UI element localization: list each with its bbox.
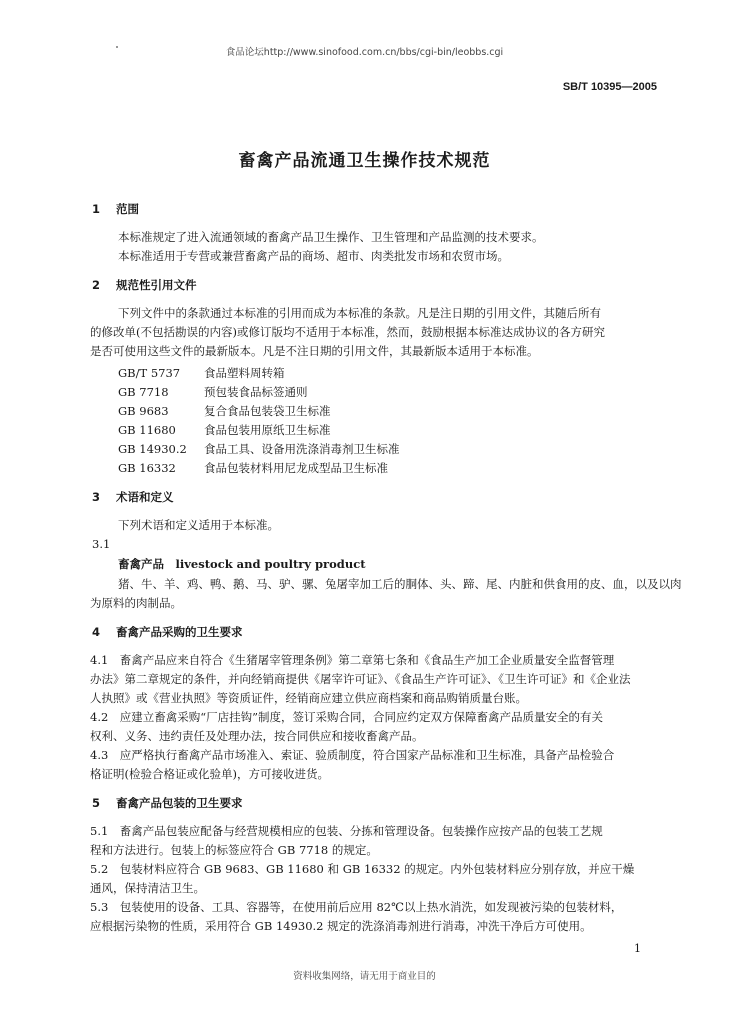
- section-4-line: 权利、义务、违约责任及处理办法，按合同供应和接收畜禽产品。: [90, 729, 424, 743]
- section-4-line: 4.3 应严格执行畜禽产品市场准入、索证、验质制度，符合国家产品标准和卫生标准，具备产品检验合: [90, 748, 615, 762]
- section-4-line: 4.1 畜禽产品应来自符合《生猪屠宰管理条例》第二章第七条和《食品生产加工企业质量安全监督管理: [90, 653, 615, 667]
- section-4-line: 格证明(检验合格证或化验单)，方可接收进货。: [90, 767, 329, 781]
- section-1-line: 本标准规定了进入流通领域的畜禽产品卫生操作、卫生管理和产品监测的技术要求。: [118, 230, 544, 244]
- section-4-heading: 4 畜禽产品采购的卫生要求: [92, 625, 243, 639]
- section-5-line: 应根据污染物的性质，采用符合 GB 14930.2 规定的洗涤消毒剂进行消毒，冲洗干净后方可使用。: [90, 919, 592, 933]
- section-2-heading: 2 规范性引用文件: [92, 278, 197, 292]
- reference-item: GB 11680 食品包装用原纸卫生标准: [118, 423, 331, 437]
- section-2-line: 的修改单(不包括勘误的内容)或修订版均不适用于本标准，然而，鼓励根据本标准达成协议的各方研究: [90, 325, 605, 339]
- reference-item: GB/T 5737 食品塑料周转箱: [118, 366, 285, 380]
- section-1-line: 本标准适用于专营或兼营畜禽产品的商场、超市、肉类批发市场和农贸市场。: [118, 249, 509, 263]
- section-1-heading: 1 范围: [92, 202, 139, 216]
- source-header: 食品论坛http://www.sinofood.com.cn/bbs/cgi-bin/leobbs.cgi: [225, 47, 504, 58]
- footer-note: 资料收集网络，请无用于商业目的: [293, 971, 436, 982]
- section-5-heading: 5 畜禽产品包装的卫生要求: [92, 796, 243, 810]
- section-5-line: 通风，保持清洁卫生。: [90, 881, 205, 895]
- section-5-line: 5.2 包装材料应符合 GB 9683、GB 11680 和 GB 16332 的规定。内外包装材料应分别存放，并应干燥: [90, 862, 635, 876]
- term-definition-line: 猪、牛、羊、鸡、鸭、鹅、马、驴、骡、兔屠宰加工后的胴体、头、蹄、尾、内脏和供食用的皮、血，以及以肉: [118, 577, 682, 591]
- section-5-line: 程和方法进行。包装上的标签应符合 GB 7718 的规定。: [90, 843, 378, 857]
- section-2-line: 下列文件中的条款通过本标准的引用而成为本标准的条款。凡是注日期的引用文件，其随后所有: [118, 306, 601, 320]
- page-number: 1: [634, 942, 641, 955]
- clause-number: 3.1: [92, 537, 111, 551]
- reference-item: GB 7718 预包装食品标签通则: [118, 385, 308, 399]
- reference-item: GB 16332 食品包装材料用尼龙成型品卫生标准: [118, 461, 388, 475]
- term-heading: 畜禽产品 livestock and poultry product: [118, 557, 366, 571]
- section-5-line: 5.3 包装使用的设备、工具、容器等，在使用前后应用 82℃以上热水消洗，如发现被污染的包装材料，: [90, 900, 623, 914]
- section-3-intro: 下列术语和定义适用于本标准。: [118, 518, 279, 532]
- document-title: 畜禽产品流通卫生操作技术规范: [238, 151, 491, 171]
- section-4-line: 人执照》或《营业执照》等资质证件，经销商应建立供应商档案和商品购销质量台账。: [90, 691, 527, 705]
- section-4-line: 4.2 应建立畜禽采购“厂店挂钩”制度，签订采购合同，合同应约定双方保障畜禽产品质量安全的有关: [90, 710, 604, 724]
- section-5-line: 5.1 畜禽产品包装应配备与经营规模相应的包装、分拣和管理设备。包装操作应按产品的包装工艺规: [90, 824, 603, 838]
- reference-item: GB 14930.2 食品工具、设备用洗涤消毒剂卫生标准: [118, 442, 400, 456]
- reference-item: GB 9683 复合食品包装袋卫生标准: [118, 404, 331, 418]
- section-3-heading: 3 术语和定义: [92, 490, 174, 504]
- term-definition-line: 为原料的肉制品。: [90, 596, 182, 610]
- standard-code: SB/T 10395—2005: [562, 81, 657, 93]
- section-2-line: 是否可使用这些文件的最新版本。凡是不注日期的引用文件，其最新版本适用于本标准。: [90, 344, 539, 358]
- section-4-line: 办法》第二章规定的条件，并向经销商提供《屠宰许可证》、《食品生产许可证》、《卫生许可证》和《企业法: [90, 672, 631, 686]
